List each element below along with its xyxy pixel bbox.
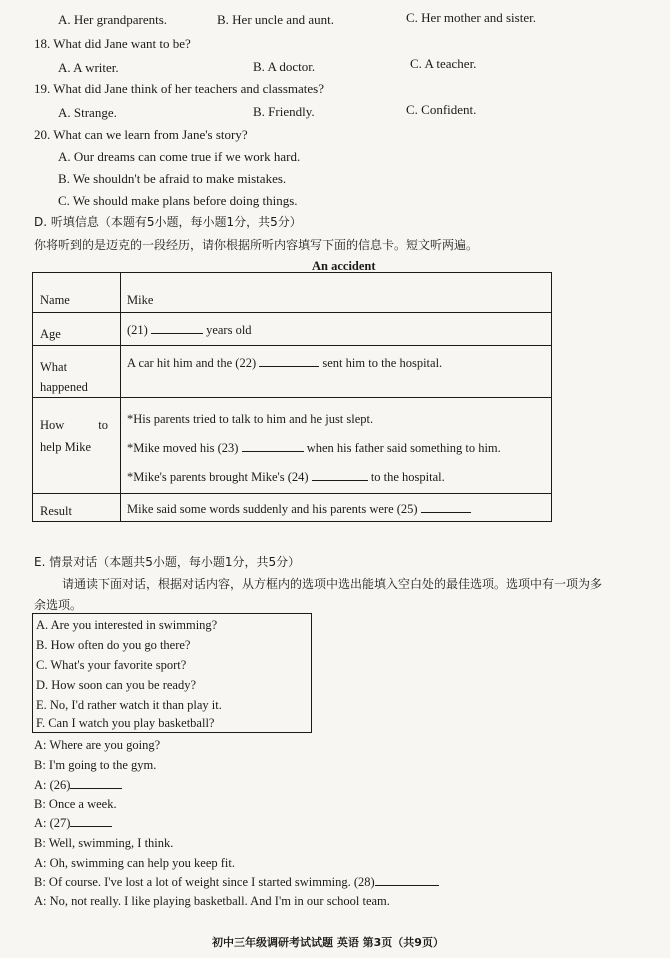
section-e-instruction-1: 请通读下面对话，根据对话内容，从方框内的选项中选出能填入空白处的最佳选项。选项中有一项为多 [62,577,603,591]
info-card-table [32,272,552,522]
row-value-what-happened [121,346,552,398]
row-label-how-to-help: How to help Mike [33,398,121,494]
row-label-age: Age [33,313,121,346]
section-e-heading: E. 情景对话（本题共5小题，每小题1分，共5分） [34,555,301,569]
option-c: C. What's your favorite sport? [36,658,187,672]
q18-option-a: A. A writer. [58,60,119,75]
q20-stem: 20. What can we learn from Jane's story? [34,127,248,142]
how-line-1: *His parents tried to talk to him and he just slept. [127,412,374,426]
option-b: B. How often do you go there? [36,638,191,652]
dialogue-line: A: No, not really. I like playing basketball. And I'm in our school team. [34,894,390,908]
table-row [33,313,552,346]
dialogue-line: A: Where are you going? [34,738,161,752]
blank-24-line[interactable] [312,480,368,481]
blank-23-prefix: *Mike moved his (23) [127,441,239,455]
dialogue-line: B: Well, swimming, I think. [34,836,174,850]
row-value-name: Mike [121,273,552,313]
table-row [33,346,552,398]
blank-22-prefix: A car hit him and the (22) [127,356,257,370]
q17-option-c: C. Her mother and sister. [406,10,536,25]
row-label-name: Name [33,273,121,313]
blank-27-line[interactable] [70,826,112,827]
q19-option-c: C. Confident. [406,102,477,117]
dialogue-line: B: I'm going to the gym. [34,758,157,772]
q20-option-a: A. Our dreams can come true if we work hard. [58,149,301,164]
blank-21-number: (21) [127,323,148,337]
row-value-result [121,494,552,522]
q17-option-b: B. Her uncle and aunt. [217,12,334,27]
q19-stem: 19. What did Jane think of her teachers and classmates? [34,81,324,96]
page-footer: 初中三年级调研考试试题 英语 第3页（共9页） [212,936,444,949]
row-value-how-to-help [121,398,552,494]
q19-option-b: B. Friendly. [253,104,315,119]
option-a: A. Are you interested in swimming? [36,618,218,632]
dialogue-line: A: Oh, swimming can help you keep fit. [34,856,236,870]
row-label-what-happened: What happened [33,346,121,398]
blank-24-prefix: *Mike's parents brought Mike's (24) [127,470,309,484]
row-value-age [121,313,552,346]
options-box [32,613,312,733]
table-row [33,273,552,313]
q18-stem: 18. What did Jane want to be? [34,36,191,51]
blank-25-line[interactable] [421,512,471,513]
blank-25-prefix: Mike said some words suddenly and his parents were (25) [127,502,418,516]
q20-option-b: B. We shouldn't be afraid to make mistakes. [58,171,287,186]
q20-option-c: C. We should make plans before doing things. [58,193,298,208]
dialogue-line-28: B: Of course. I've lost a lot of weight since I started swimming. (28) [34,875,439,890]
q18-option-b: B. A doctor. [253,59,316,74]
q19-option-a: A. Strange. [58,105,117,120]
q18-option-c: C. A teacher. [410,56,477,71]
section-d-heading: D. 听填信息（本题有5小题，每小题1分，共5分） [34,215,302,229]
blank-24-suffix: to the hospital. [370,470,445,484]
row-label-result: Result [33,494,121,522]
q17-option-a: A. Her grandparents. [58,12,168,27]
table-row [33,494,552,522]
table-row [33,398,552,494]
age-unit: years old [206,323,252,337]
info-card-title: An accident [312,259,376,273]
blank-26-line[interactable] [70,788,122,789]
section-d-instruction: 你将听到的是迈克的一段经历，请你根据所听内容填写下面的信息卡。短文听两遍。 [34,238,479,252]
option-f: F. Can I watch you play basketball? [36,716,215,730]
blank-23-line[interactable] [242,451,304,452]
option-d: D. How soon can you be ready? [36,678,197,692]
dialogue-line-26: A: (26) [34,778,122,793]
dialogue-line-27: A: (27) [34,816,112,831]
option-e: E. No, I'd rather watch it than play it. [36,698,222,712]
blank-21-line[interactable] [151,333,203,334]
blank-28-line[interactable] [375,885,439,886]
dialogue-line: B: Once a week. [34,797,117,811]
section-e-instruction-2: 余选项。 [34,598,83,612]
blank-23-suffix: when his father said something to him. [306,441,501,455]
blank-22-line[interactable] [259,366,319,367]
blank-22-suffix: sent him to the hospital. [322,356,443,370]
